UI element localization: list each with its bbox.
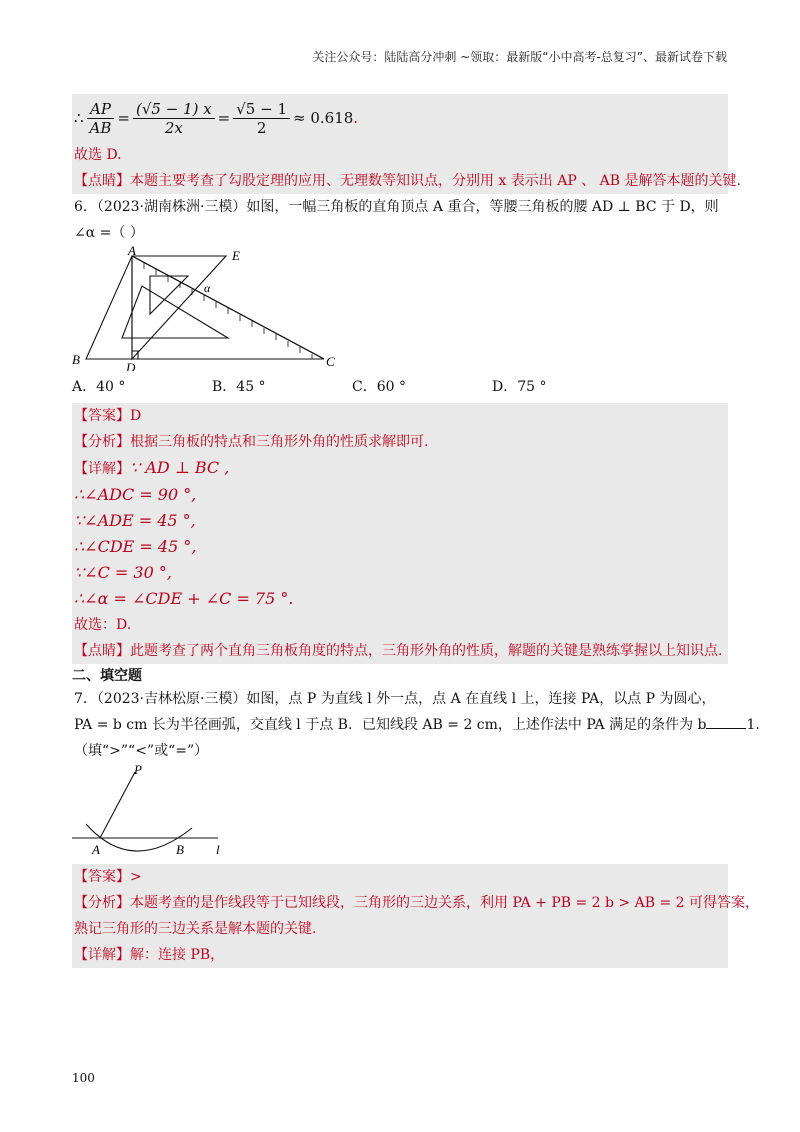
q6-stem-line2: ∠α =（ ） — [74, 225, 144, 241]
segment-pa — [100, 772, 135, 838]
q7-detail: 【详解】解：连接 PB， — [74, 947, 225, 963]
label-B: B — [72, 352, 80, 367]
q7-stem-line3: （填“>”“<”或“=”） — [74, 743, 209, 759]
section-title: 二、填空题 — [72, 668, 142, 684]
fraction-root5-2: $\frac{√5 - 1}{2}$ — [233, 100, 290, 137]
q6-detail-line-0: 【详解】∵ AD ⊥ BC , — [74, 458, 230, 477]
q6-detail-line-5: ∴∠α = ∠CDE + ∠C = 75 °. — [74, 589, 294, 608]
q6-detail-line-3: ∴∠CDE = 45 °, — [74, 537, 197, 556]
q5-choice: 故选 D. — [74, 147, 122, 163]
approx-value: ≈ 0.618 — [293, 109, 354, 127]
q6-solution-block — [72, 403, 728, 664]
fraction-root5-x: $\frac{(√5 - 1) x}{2x}$ — [133, 100, 215, 137]
q6-choice: 故选：D. — [74, 617, 132, 633]
q7-arc-figure — [72, 764, 242, 864]
label-alpha: α — [204, 281, 211, 295]
option-a[interactable]: A．40 ° — [72, 379, 126, 395]
page-number: 100 — [72, 1071, 95, 1085]
q6-answer: 【答案】D — [74, 408, 142, 424]
q6-options — [72, 375, 728, 399]
q6-detail-line-1: ∴∠ADC = 90 °, — [74, 485, 197, 504]
fraction-ap-ab: $\frac{AP}{AB}$ — [87, 100, 115, 137]
q5-solution-block — [72, 94, 741, 194]
q7-answer: 【答案】> — [74, 869, 142, 885]
option-c[interactable]: C．60 ° — [352, 379, 406, 395]
label-P: P — [134, 764, 142, 777]
label-A: A — [92, 842, 100, 857]
q6-detail-line-4: ∵∠C = 30 °, — [74, 563, 172, 582]
option-d[interactable]: D．75 ° — [492, 379, 547, 395]
label-E: E — [232, 248, 240, 263]
q7-analysis-line2: 熟记三角形的三边关系是解本题的关键. — [74, 921, 317, 937]
fraction-equation: ∴ $\frac{AP}{AB}$ = $\frac{(√5 - 1) x}{2x}$ = $\frac{√5 - 1}{2}$ ≈ 0.618 . — [74, 99, 359, 137]
label-B: B — [176, 842, 184, 857]
label-C: C — [326, 354, 335, 369]
q7-stem-line1: 7．（2023·吉林松原·三模）如图，点 P 为直线 l 外一点，点 A 在直线 l 上，连接 PA，以点 P 为圆心， — [74, 691, 716, 707]
triangle-set-square-45 — [132, 256, 226, 359]
q6-comment: 【点睛】此题考查了两个直角三角板角度的特点，三角形外角的性质，解题的关键是熟练掌握以上知识点. — [74, 643, 723, 659]
therefore-symbol: ∴ — [74, 109, 84, 127]
q6-detail-line-2: ∵∠ADE = 45 °, — [74, 511, 196, 530]
label-D: D — [126, 360, 136, 371]
q6-analysis: 【分析】根据三角板的特点和三角形外角的性质求解即可. — [74, 434, 429, 450]
q7-stem-line2: PA = b cm 长为半径画弧，交直线 l 于点 B．已知线段 AB = 2 cm，上述作法中 PA 满足的条件为 b 1. — [72, 712, 728, 738]
q6-triangle-figure — [72, 246, 372, 371]
q5-comment: 【点睛】本题主要考查了勾股定理的应用、无理数等知识点，分别用 x 表示出 AP 、 AB 是解答本题的关键. — [74, 173, 741, 189]
option-b[interactable]: B．45 ° — [212, 379, 266, 395]
answer-blank[interactable] — [706, 714, 746, 729]
page-content — [72, 94, 760, 968]
q7-solution-block — [72, 864, 759, 968]
q7-analysis-line1: 【分析】本题考查的是作线段等于已知线段，三角形的三边关系，利用 PA + PB = 2 b > AB = 2 可得答案， — [74, 895, 759, 911]
label-l: l — [216, 842, 220, 857]
label-A: A — [128, 246, 136, 258]
q6-stem-line1: 6．（2023·湖南株洲·三模）如图，一幅三角板的直角顶点 A 重合，等腰三角板的腰 AD ⊥ BC 于 D，则 — [74, 199, 719, 215]
page-header: 关注公众号：陆陆高分冲刺 ~领取：最新版“小中高考-总复习”、最新试卷下载 — [312, 50, 727, 64]
